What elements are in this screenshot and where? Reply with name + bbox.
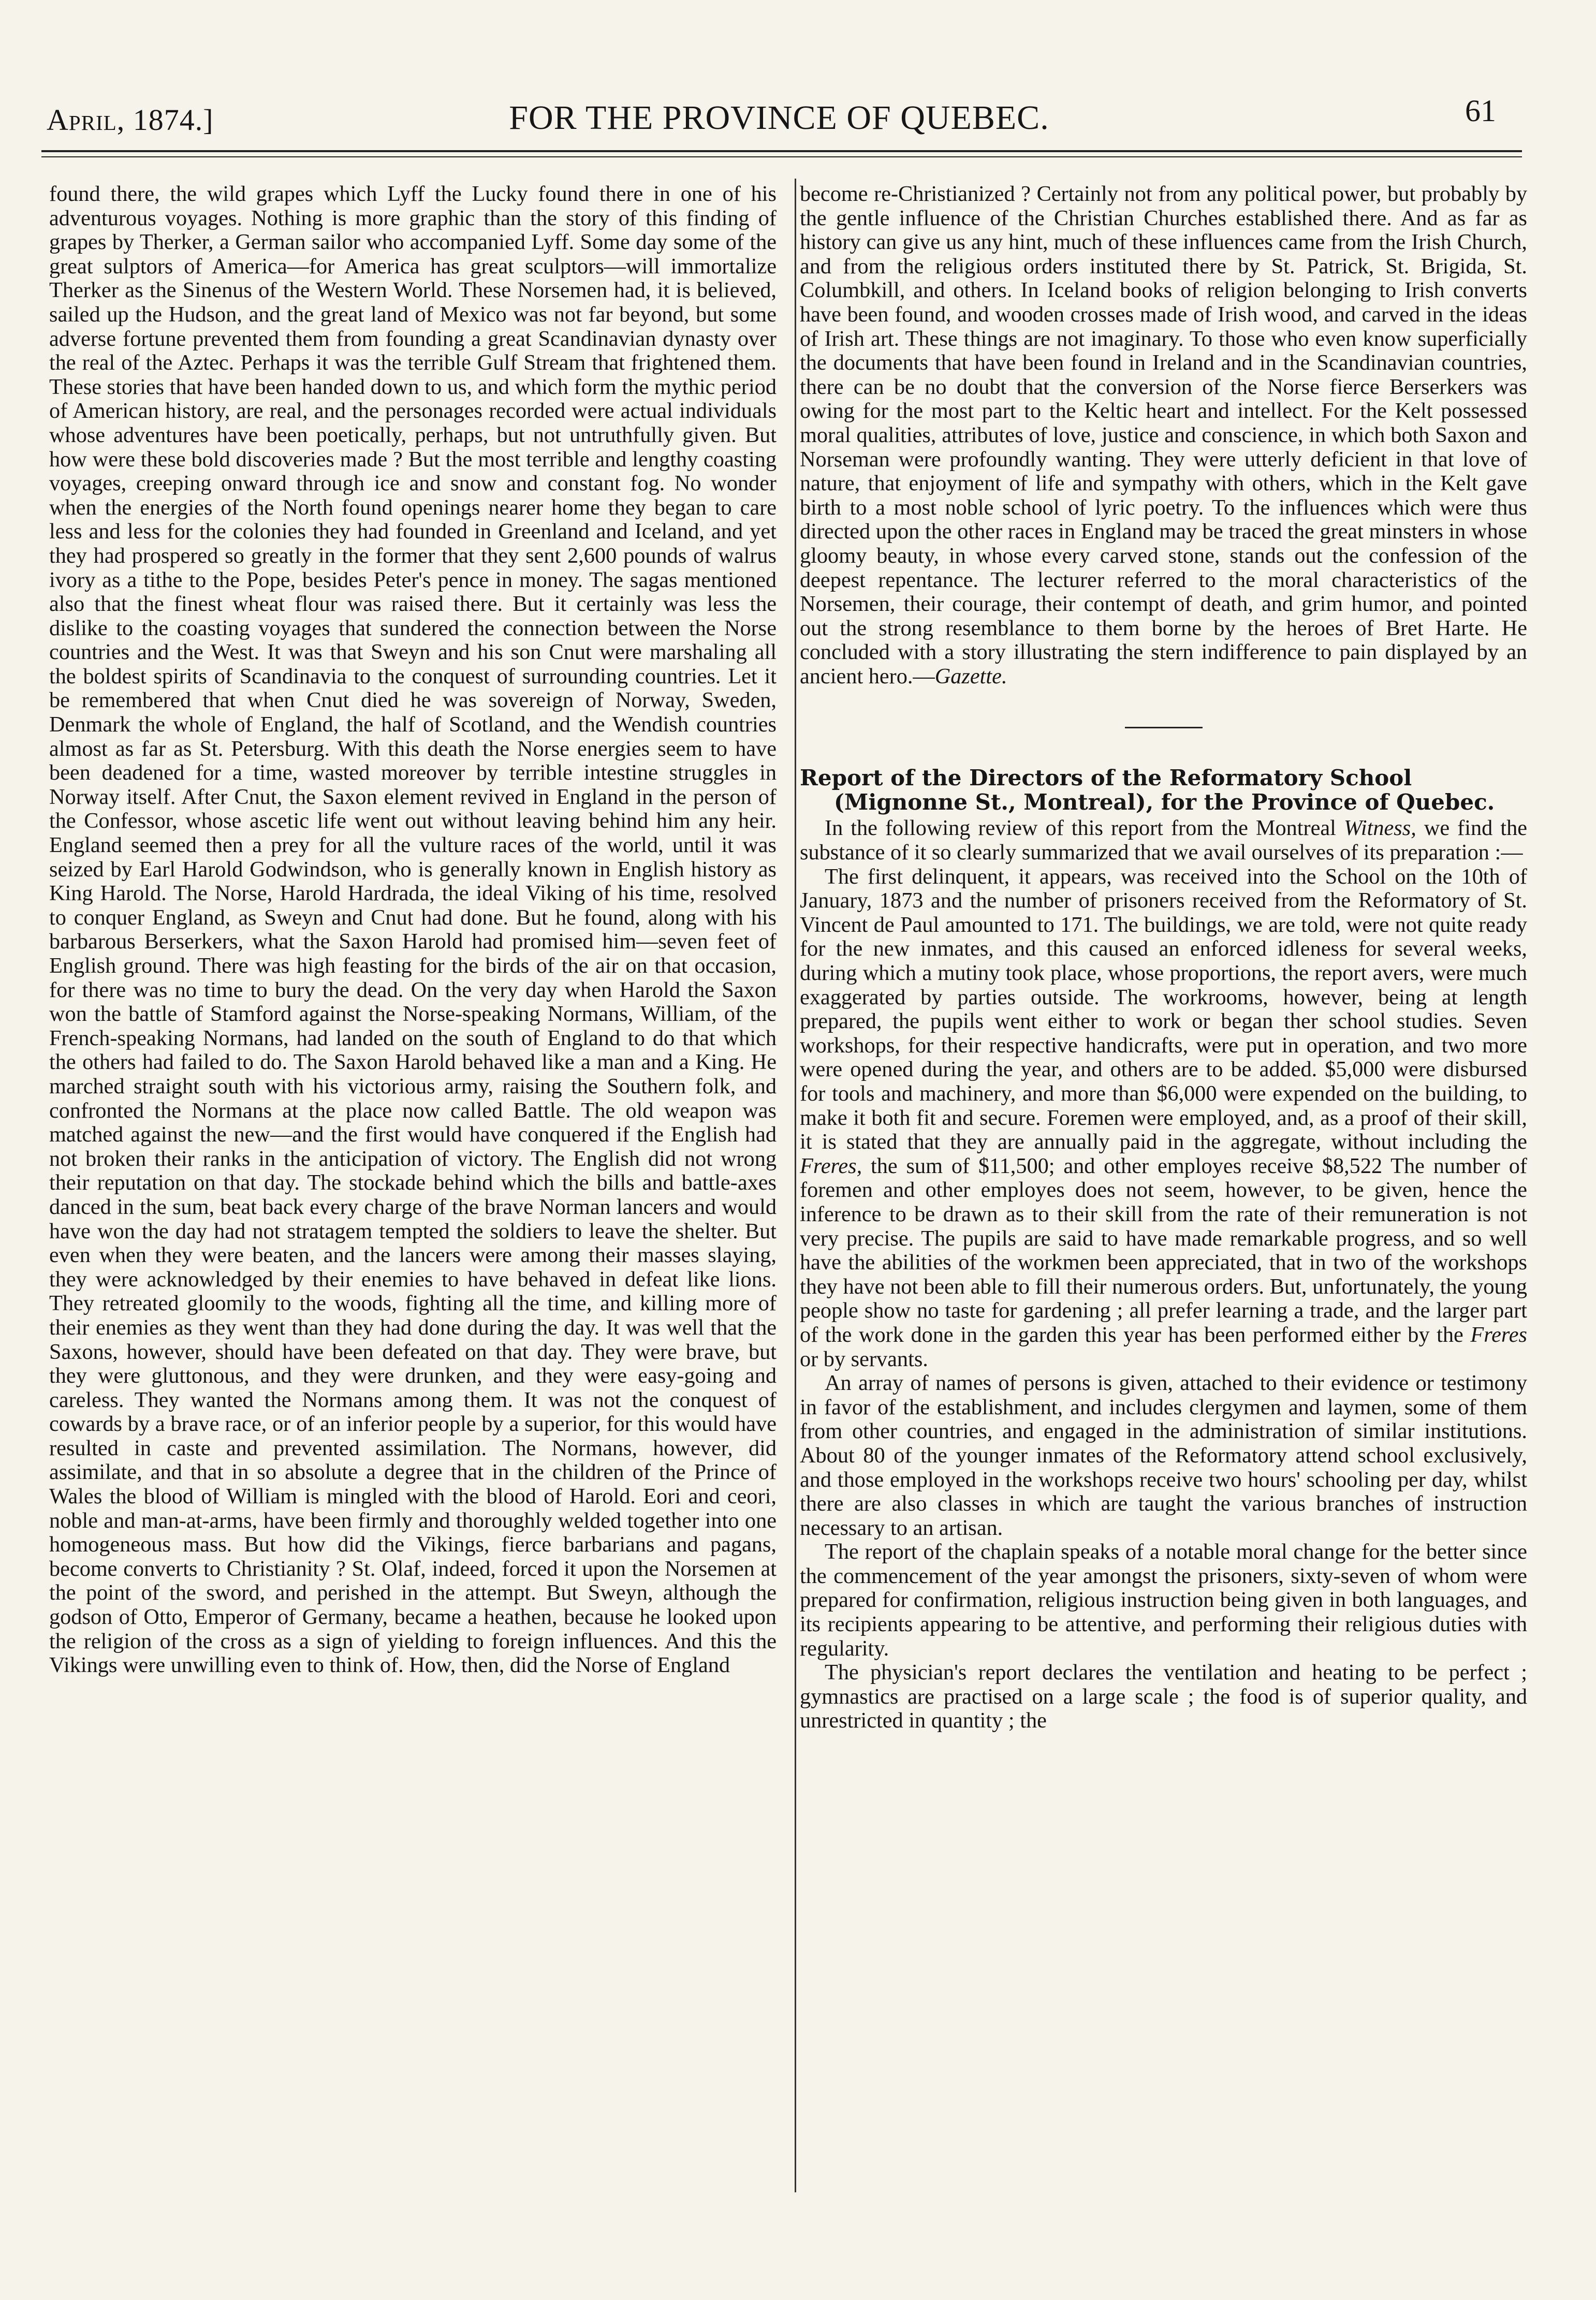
source-credit: Gazette. bbox=[934, 664, 1007, 688]
left-column-text: found there, the wild grapes which Lyff the Lucky found there in one of his adventurous voyages. Nothing is more graphic than the story of this finding of grapes by Therker, a German sailor who accompanied Lyff. Some day some of the great sulptors of America—for America has great sculptors—will immortalize Therker as the Sinenus of the Western World. These Norsemen had, it is believed, sailed up the Hudson, and the great land of Mexico was not far beyond, but some adverse fortune prevented them from founding a great Scandinavian dynasty over the real of the Aztec. Perhaps it was the terrible Gulf Stream that frightened them. These stories that have been handed down to us, and which form the mythic period of American history, are real, and the personages recorded were actual individuals whose adventures have been poetically, perhaps, but not untruthfully given. But how were these bold discoveries made ? But the most terrible and lengthy coasting voyages, creeping onward through ice and snow and constant fog. No wonder when the energies of the North found openings nearer home they began to care less and less for the colonies they had founded in Greenland and Iceland, and yet they had prospered so greatly in the former that they sent 2,600 pounds of walrus ivory as a tithe to the Pope, besides Peter's pence in money. The sagas mentioned also that the finest wheat flour was raised there. But it certainly was less the dislike to the coasting voyages that sundered the connection between the Norse countries and the West. It was that Sweyn and his son Cnut were marshaling all the boldest spirits of Scandinavia to the conquest of surrounding countries. Let it be remembered that when Cnut died he was sovereign of Norway, Sweden, Denmark the whole of England, the half of Scotland, and the Wendish countries almost as far as St. Petersburg. With this death the Norse energies seem to have been deadened for a time, wasted moreover by terrible intestine struggles in Norway itself. After Cnut, the Saxon element revived in England in the person of the Confessor, whose ascetic life went out without leaving behind him any heir. England seemed then a prey for all the vulture races of the world, until it was seized by Earl Harold Godwindson, who is generally known in English history as King Harold. The Norse, Harold Hardrada, the ideal Viking of his time, resolved to conquer England, as Sweyn and Cnut had done. But he found, along with his barbarous Berserkers, what the Saxon Harold had promised him—seven feet of English ground. There was high feasting for the birds of the air on that occasion, for there was no time to bury the dead. On the very day when Harold the Saxon won the battle of Stamford against the Norse-speaking Normans, William, of the French-speaking Normans, had landed on the south of England to do that which the others had failed to do. The Saxon Harold behaved like a man and a King. He marched straight south with his victorious army, raising the Southern folk, and confronted the Normans at the place now called Battle. The old weapon was matched against the new—and the first would have conquered if the English had not broken their ranks in the anticipation of victory. The English did not wrong their reputation on that day. The stockade behind which the bills and battle-axes danced in the sum, beat back every charge of the brave Norman lancers and would have won the day had not stratagem tempted the soldiers to leave the shelter. But even when they were beaten, and the lancers were among their masses slaying, they were acknowledged by their enemies to have behaved in defeat like lions. They retreated gloomily to the woods, fighting all the time, and killing more of their enemies as they went than they had done during the day. It was well that the Saxons, however, should have been defeated on that day. They were brave, but they were gluttonous, and they were drunken, and they were easy-going and careless. They wanted the Normans among them. It was not the conquest of cowards by a brave race, or of an inferior people by a superior, for this would have resulted in caste and prevented assimilation. The Normans, however, did assimilate, and that in so absolute a degree that in the children of the Prince of Wales the blood of William is mingled with the blood of Harold. Eori and ceori, noble and man-at-arms, have been firmly and thoroughly welded together into one homogeneous mass. But how did the Vikings, fierce barbarians and pagans, become converts to Christianity ? St. Olaf, indeed, forced it upon the Norsemen at the point of the sword, and perished in the attempt. But Sweyn, although the godson of Otto, Emperor of Germany, became a heathen, because he looked upon the religion of the cross as a sign of yielding to foreign influences. And this the Vikings were unwilling even to think of. How, then, did the Norse of England bbox=[49, 182, 777, 1678]
article-p1-text-b: we find the substance of it so clearly summarized that we avail ourselves of its preparation :— bbox=[800, 816, 1527, 865]
article-paragraph-1 bbox=[800, 816, 1527, 865]
running-header bbox=[36, 93, 1522, 140]
article-heading: Report of the Directors of the Reformatory School (Mignonne St., Montreal), for the Province of Quebec. bbox=[800, 765, 1495, 815]
header-title: FOR THE PROVINCE OF QUEBEC. bbox=[509, 99, 1049, 137]
article-paragraph-5: The physician's report declares the ventilation and heating to be perfect ; gymnastics are practised on a large scale ; the food is of superior quality, and unrestricted in quantity ; the bbox=[800, 1660, 1527, 1733]
page-number: 61 bbox=[1465, 94, 1496, 128]
header-rule-thick bbox=[41, 150, 1522, 152]
article-p2-text-a: The first delinquent, it appears, was received into the School on the 10th of January, 1873 and the number of prisoners received from the Reformatory of St. Vincent de Paul amounted to 171. The buildings, we are told, were not quite ready for the new inmates, and this caused an enforced idleness for several weeks, during which a mutiny took place, whose proportions, the report avers, were much exaggerated by parties outside. The workrooms, however, being at length prepared, the pupils went either to work or began ther school studies. Seven workshops, for their respective handicrafts, were put in operation, and two more were opened during the year, and others are to be added. $5,000 were disbursed for tools and machinery, and more than $6,000 were expended on the building, to make it both fit and secure. Foremen were employed, and, as a proof of their skill, it is stated that they are annually paid in the aggregate, without including the bbox=[800, 864, 1527, 1154]
continuation-paragraph bbox=[800, 182, 1527, 688]
header-rule-thin bbox=[41, 156, 1522, 157]
article-p1-text-a: In the following review of this report from the Montreal bbox=[825, 816, 1336, 841]
header-date: April, 1874.] bbox=[47, 103, 214, 137]
article-paragraph-3: An array of names of persons is given, attached to their evidence or testimony in favor of the establishment, and includes clergymen and laymen, some of them from other countries, and engaged in the administration of similar institutions. About 80 of the younger inmates of the Reformatory attend school exclusively, and those employed in the workshops receive two hours' schooling per day, whilst there are also classes in which are taught the various branches of instruction necessary to an artisan. bbox=[800, 1371, 1527, 1540]
column-divider bbox=[795, 179, 796, 2192]
right-column bbox=[800, 182, 1527, 1733]
left-column bbox=[49, 182, 777, 1678]
article-paragraph-2 bbox=[800, 865, 1527, 1371]
article-p2-italic-1: Freres, bbox=[800, 1153, 862, 1178]
article-p1-italic: Witness, bbox=[1343, 816, 1416, 841]
article-p2-italic-2: Freres bbox=[1470, 1322, 1527, 1347]
section-divider bbox=[1125, 727, 1203, 728]
article-p2-text-b: the sum of $11,500; and other employes receive $8,522 The number of foremen and other employes does not seem, however, to be given, hence the inference to be drawn as to their skill from the rate of their remuneration is not very precise. The pupils are said to have made remarkable progress, and so well have the abilities of the workmen been appreciated, that in two of the workshops they have not been able to fill their numerous orders. But, unfortunately, the young people show no taste for gardening ; all prefer learning a trade, and the larger part of the work done in the garden this year has been performed either by the bbox=[800, 1153, 1527, 1347]
article-paragraph-4: The report of the chaplain speaks of a notable moral change for the better since the commencement of the year amongst the prisoners, sixty-seven of whom were prepared for confirmation, religious instruction being given in both languages, and its recipients appearing to be attentive, and performing their religious duties with regularity. bbox=[800, 1540, 1527, 1661]
article-p2-text-c: or by servants. bbox=[800, 1346, 928, 1371]
continuation-text: become re-Christianized ? Certainly not from any political power, but probably by the gentle influence of the Christian Churches established there. And as far as history can give us any hint, much of these influences came from the Irish Church, and from the religious orders instituted there by St. Patrick, St. Brigida, St. Columbkill, and others. In Iceland books of religion belonging to Irish converts have been found, and wooden crosses made of Irish wood, and carved in the ideas of Irish art. These things are not imaginary. To those who even know superficially the documents that have been found in Ireland and in the Scandinavian countries, there can be no doubt that the conversion of the Norse fierce Berserkers was owing for the most part to the Keltic heart and intellect. For the Kelt possessed moral qualities, attributes of love, justice and conscience, in which both Saxon and Norseman were profoundly wanting. They were utterly deficient in that love of nature, that enjoyment of life and sympathy with others, which in the Kelt gave birth to a most noble school of lyric poetry. To the influences which were thus directed upon the other races in England may be traced the great minsters in whose gloomy beauty, in whose every carved stone, stands out the confession of the deepest repentance. The lecturer referred to the moral characteristics of the Norsemen, their courage, their contempt of death, and grim humor, and pointed out the strong resemblance to them borne by the heroes of Bret Harte. He concluded with a story illustrating the stern indifference to pain displayed by an ancient hero.— bbox=[800, 182, 1527, 688]
